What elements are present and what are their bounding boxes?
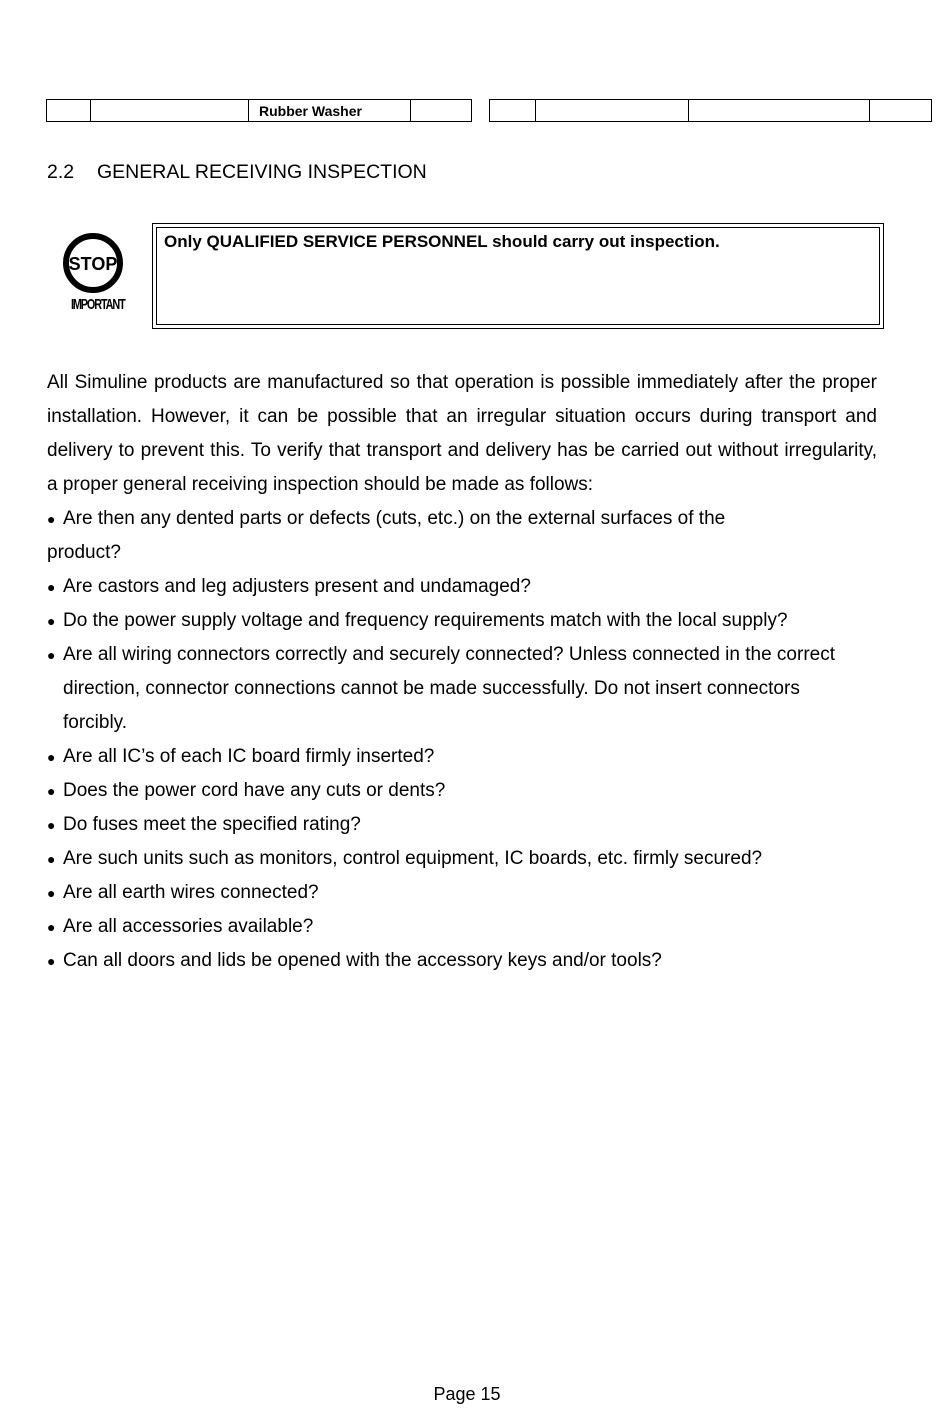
parts-table-fragment-left <box>46 99 472 122</box>
checklist-item <box>47 774 877 808</box>
stop-important-icon <box>62 233 126 319</box>
bullet-icon: ● <box>47 613 56 629</box>
bullet-icon: ● <box>47 953 56 969</box>
checklist-item-text: Are all IC’s of each IC board firmly inserted? <box>63 746 435 767</box>
intro-paragraph: All Simuline products are manufactured so that operation is possible immediately after the proper installation. However, it can be possible that an irregular situation occurs during transport and delivery to prevent this. To verify that transport and delivery has be carried out without irregularity, a proper general receiving inspection should be made as follows: <box>47 372 877 495</box>
bullet-icon: ● <box>47 817 56 833</box>
table-cell <box>91 100 249 121</box>
checklist-item-text: Do the power supply voltage and frequency requirements match with the local supply? <box>63 610 788 631</box>
checklist-item-text: Do fuses meet the specified rating? <box>63 814 361 835</box>
checklist-item-text: Are castors and leg adjusters present and undamaged? <box>63 576 531 597</box>
checklist-item <box>47 876 877 910</box>
warning-box <box>152 223 884 329</box>
important-label: IMPORTANT <box>70 296 125 313</box>
stop-icon-text: STOP <box>68 254 118 274</box>
table-cell <box>536 100 689 121</box>
checklist-item-text: Can all doors and lids be opened with the accessory keys and/or tools? <box>63 950 662 971</box>
bullet-icon: ● <box>47 885 56 901</box>
table-cell <box>47 100 91 121</box>
section-title: GENERAL RECEIVING INSPECTION <box>97 161 427 183</box>
checklist-item <box>47 740 877 774</box>
checklist-item <box>47 842 877 876</box>
bullet-icon: ● <box>47 749 56 765</box>
checklist-item <box>47 910 877 944</box>
section-number: 2.2 <box>47 161 75 183</box>
checklist-item <box>47 570 877 604</box>
checklist-item-text: Are all wiring connectors correctly and securely connected? Unless connected in the correct direction, connector connections cannot be made successfully. Do not insert connectors forcibly. <box>63 644 835 733</box>
table-cell <box>870 100 929 121</box>
table-cell <box>411 100 469 121</box>
checklist-item-continuation <box>47 536 877 570</box>
bullet-icon: ● <box>47 511 56 527</box>
page-number: Page 15 <box>433 1384 501 1404</box>
bullet-icon: ● <box>47 851 56 867</box>
parts-table-fragment-right <box>489 99 932 122</box>
checklist-item <box>47 944 877 978</box>
bullet-icon: ● <box>47 579 56 595</box>
checklist-item-text: Are then any dented parts or defects (cuts, etc.) on the external surfaces of the <box>63 508 726 529</box>
checklist-item <box>47 502 877 536</box>
section-heading <box>47 161 427 184</box>
checklist-item <box>47 638 877 740</box>
bullet-icon: ● <box>47 647 56 663</box>
bullet-icon: ● <box>47 783 56 799</box>
table-cell <box>490 100 536 121</box>
table-cell-rubber-washer: Rubber Washer <box>249 100 411 121</box>
checklist-item-text: Does the power cord have any cuts or dents? <box>63 780 446 801</box>
checklist-item-text: Are such units such as monitors, control equipment, IC boards, etc. firmly secured? <box>63 848 763 869</box>
stop-sign-icon <box>62 233 126 295</box>
table-cell <box>689 100 870 121</box>
inspection-body <box>47 366 877 978</box>
checklist-item-text: product? <box>47 542 121 563</box>
warning-message: Only QUALIFIED SERVICE PERSONNEL should carry out inspection. <box>164 232 720 251</box>
checklist-item <box>47 808 877 842</box>
checklist-item <box>47 604 877 638</box>
bullet-icon: ● <box>47 919 56 935</box>
checklist-item-text: Are all earth wires connected? <box>63 882 319 903</box>
checklist-item-text: Are all accessories available? <box>63 916 314 937</box>
